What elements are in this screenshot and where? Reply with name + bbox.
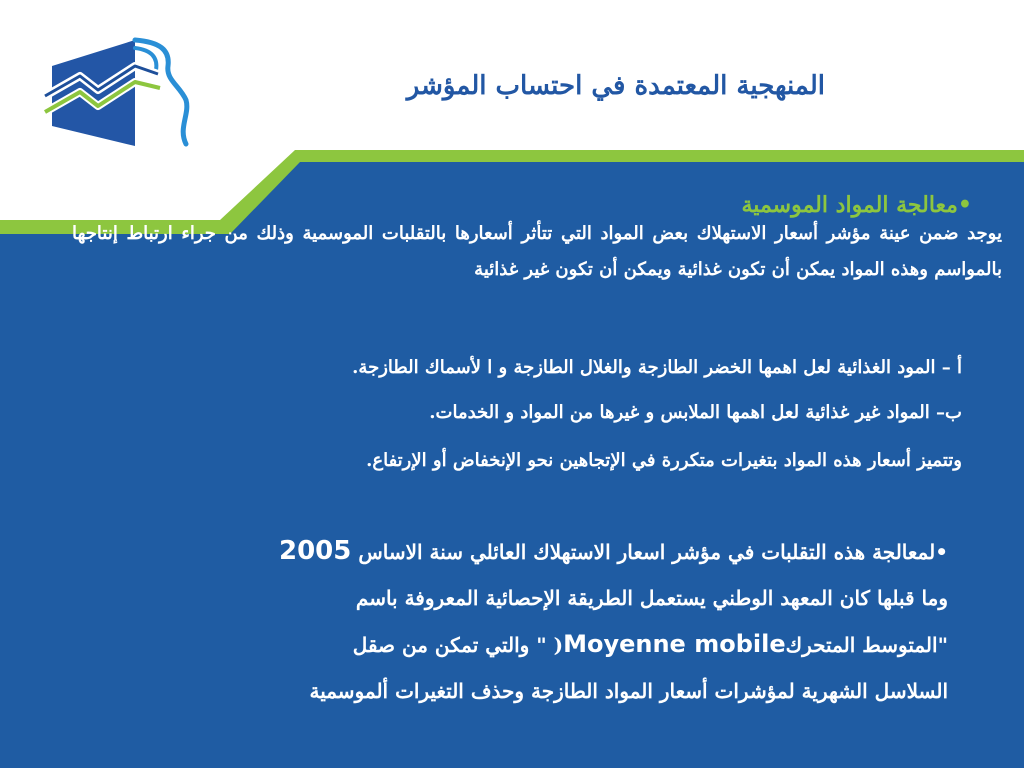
food-items-line: أ – المود الغذائية لعل اهمها الخضر الطازجة والغلال الطازجة و ا لأسماك الطازجة. — [352, 357, 962, 378]
price-variation-note: وتتميز أسعار هذه المواد بتغيرات متكررة في الإتجاهين نحو الإنخفاض أو الإرتفاع. — [366, 450, 962, 471]
method-line-3-start: "المتوسط المتحرك — [785, 633, 948, 657]
base-year: 2005 — [279, 536, 352, 566]
section-heading: •معالجة المواد الموسمية — [741, 192, 972, 218]
moyenne-mobile-term: Moyenne mobile — [563, 630, 786, 658]
slide-title: المنهجية المعتمدة في احتساب المؤشر — [406, 71, 825, 101]
method-line-3 — [108, 621, 948, 668]
method-line-4: السلاسل الشهرية لمؤشرات أسعار المواد الطازجة وحذف التغيرات ألموسمية — [309, 679, 948, 703]
seasonal-goods-paragraph: يوجد ضمن عينة مؤشر أسعار الاستهلاك بعض المواد التي تتأثر أسعارها بالتقلبات الموسمية وذلك من جراء ارتباط إنتاجها بالمواسم وهذه المواد يمكن أن تكون غذائية ويمكن أن تكون غير غذائية — [72, 223, 1002, 280]
non-food-items-line: ب– المواد غير غذائية لعل اهمها الملابس و غيرها من المواد و الخدمات. — [429, 402, 962, 423]
method-line-2: وما قبلها كان المعهد الوطني يستعمل الطريقة الإحصائية المعروفة باسم — [355, 586, 948, 610]
method-line-1-text: •لمعالجة هذه التقلبات في مؤشر اسعار الاستهلاك العائلي سنة الاساس — [358, 540, 948, 564]
method-line-3-end: ( " والتي تمكن من صقل — [352, 633, 564, 657]
method-line-1 — [108, 528, 948, 575]
moving-average-paragraph — [108, 528, 948, 714]
